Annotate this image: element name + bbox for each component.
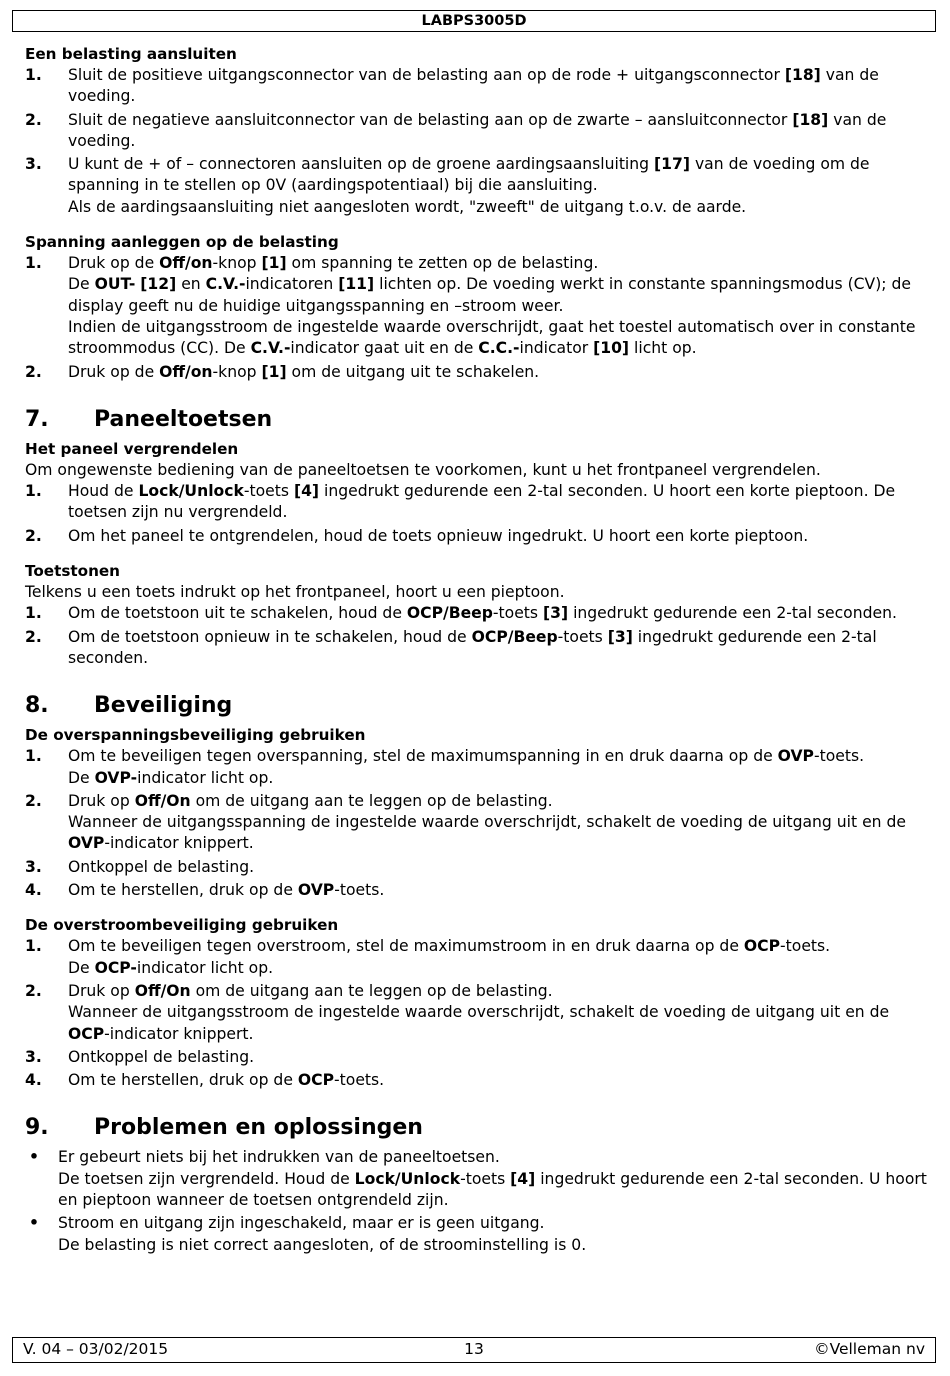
item-number: 4.: [25, 1071, 42, 1090]
list-item: [25, 1213, 930, 1256]
paragraph-beep-intro: Telkens u een toets indrukt op het frontpaneel, hoort u een pieptoon.: [25, 583, 565, 602]
item-number: 2.: [25, 110, 42, 129]
item-ref: [18]: [792, 110, 829, 129]
item-text: Druk op: [68, 981, 135, 1000]
list-connect-load: [25, 65, 930, 218]
item-keyword: Off/On: [134, 981, 191, 1000]
item-keyword: Off/on: [159, 362, 213, 381]
item-text: van de voeding.: [68, 66, 879, 106]
item-text: Druk op de: [68, 254, 160, 273]
item-number: 3.: [25, 1047, 42, 1066]
item-text: Om de toetstoon opnieuw in te schakelen, houd de: [68, 627, 472, 646]
item-text: licht op.: [629, 339, 697, 358]
item-number: 2.: [25, 526, 42, 545]
item-keyword: OCP: [297, 1071, 335, 1090]
item-text: Om te beveiligen tegen overstroom, stel de maximumstroom in en druk daarna op de: [68, 937, 744, 956]
list-item: [25, 362, 930, 383]
bullet-icon: •: [29, 1214, 39, 1233]
section-title-7: [25, 405, 930, 435]
item-text: indicatoren: [245, 275, 339, 294]
item-ref: [18]: [784, 66, 821, 84]
item-ref: [17]: [654, 155, 690, 174]
item-text: -toets.: [814, 747, 865, 766]
item-ref: [3]: [607, 627, 633, 646]
footer-version: V. 04 – 03/02/2015: [23, 1340, 169, 1358]
heading-lock-panel: Het paneel vergrendelen: [25, 439, 239, 458]
item-text: Sluit de negatieve aansluitconnector van de belasting aan op de zwarte – aansluitconnector: [68, 110, 793, 129]
item-text: Stroom en uitgang zijn ingeschakeld, maar er is geen uitgang.: [58, 1214, 545, 1233]
item-text: -toets.: [334, 881, 385, 900]
item-ref: [11]: [338, 275, 375, 294]
list-ocp: [25, 936, 930, 1091]
item-keyword: OUT-: [94, 275, 136, 294]
page-footer: [12, 1337, 936, 1363]
item-keyword: OCP/Beep: [406, 604, 493, 623]
section-title-text: Paneeltoetsen: [94, 406, 273, 432]
item-text: -toets.: [780, 937, 831, 956]
item-text: Druk op: [68, 791, 135, 810]
item-number: 4.: [25, 881, 42, 900]
item-keyword: OCP: [68, 1024, 105, 1043]
item-keyword: OCP-: [94, 958, 137, 977]
footer-copyright: ©Velleman nv: [814, 1340, 925, 1358]
item-text: indicator licht op.: [136, 958, 274, 977]
heading-key-tones: Toetstonen: [25, 562, 120, 581]
item-number: 1.: [25, 604, 42, 623]
list-item: [25, 627, 930, 670]
list-lock-panel: [25, 481, 930, 547]
list-item: [25, 154, 930, 218]
item-text: Er gebeurt niets bij het indrukken van de paneeltoetsen.: [58, 1148, 500, 1167]
item-text: -knop: [212, 362, 262, 381]
item-text: indicator: [519, 339, 594, 358]
item-ref: [1]: [261, 254, 287, 273]
list-item: [25, 857, 930, 878]
list-key-tones: [25, 603, 930, 669]
item-text: -toets: [492, 604, 543, 623]
list-item: [25, 791, 930, 855]
item-text: Sluit de positieve uitgangsconnector van de belasting aan op de rode + uitgangsconnector: [68, 66, 785, 84]
list-apply-voltage: [25, 253, 930, 383]
list-item: [25, 936, 930, 979]
section-number: 7.: [25, 406, 49, 432]
item-text: ingedrukt gedurende een 2-tal seconden.: [68, 627, 877, 667]
item-number: 3.: [25, 857, 42, 876]
item-text: Druk op de: [68, 362, 160, 381]
list-item: [25, 253, 930, 359]
list-item: [25, 481, 930, 524]
item-text: Wanneer de uitgangsstroom de ingestelde waarde overschrijdt, schakelt de voeding de uitgang uit en de: [68, 1003, 890, 1022]
item-text: U kunt de + of – connectoren aansluiten op de groene aardingsaansluiting: [68, 155, 655, 174]
item-text: Om het paneel te ontgrendelen, houd de toets opnieuw ingedrukt. U hoort een korte pieptoon.: [68, 526, 809, 545]
item-number: 1.: [25, 747, 42, 766]
footer-page-number: 13: [464, 1340, 484, 1358]
item-keyword: OVP: [777, 747, 814, 766]
list-ovp: [25, 746, 930, 901]
item-ref: [12]: [140, 275, 177, 294]
item-text: indicator gaat uit en de: [290, 339, 479, 358]
item-text: Om de toetstoon uit te schakelen, houd de: [68, 604, 407, 623]
list-item: [25, 981, 930, 1045]
item-keyword: C.V.-: [205, 275, 246, 294]
item-text: Indien de uitgangsstroom de ingestelde waarde overschrijdt, gaat het toestel automatisch over in constante stroommodus (CC). De: [68, 317, 916, 358]
item-keyword: OVP: [297, 881, 335, 900]
list-item: [25, 110, 930, 153]
item-text: Ontkoppel de belasting.: [68, 1047, 255, 1066]
heading-connect-load: Een belasting aansluiten: [25, 45, 237, 63]
item-text: ingedrukt gedurende een 2-tal seconden.: [568, 604, 897, 623]
item-text: Om te herstellen, druk op de: [68, 881, 298, 900]
item-number: 1.: [25, 482, 42, 501]
section-number: 8.: [25, 693, 49, 719]
item-text: om spanning te zetten op de belasting.: [286, 254, 599, 273]
item-text: om de uitgang aan te leggen op de belasting.: [190, 791, 553, 810]
item-text: De: [68, 958, 95, 977]
item-text: Wanneer de uitgangsspanning de ingestelde waarde overschrijdt, schakelt de voeding de uitgang uit en de: [68, 813, 907, 832]
item-keyword: Off/on: [159, 254, 213, 273]
item-keyword: OVP-: [94, 768, 138, 787]
item-text: van de voeding.: [68, 110, 887, 150]
item-text: lichten op. De voeding werkt in constante spanningsmodus (CV); de display geeft nu de huidige uitgangsspanning en –stroom weer.: [68, 275, 912, 315]
list-item: [25, 603, 930, 624]
item-text: De toetsen zijn vergrendeld. Houd de: [58, 1169, 355, 1188]
item-keyword: C.V.-: [250, 339, 291, 358]
item-text: Om te beveiligen tegen overspanning, stel de maximumspanning in en druk daarna op de: [68, 747, 778, 766]
item-text: -indicator knippert.: [104, 1024, 254, 1043]
item-keyword: OVP: [68, 834, 105, 853]
item-number: 1.: [25, 254, 42, 273]
item-text: De belasting is niet correct aangesloten, of de stroominstelling is 0.: [58, 1235, 587, 1254]
item-keyword: Off/On: [134, 791, 191, 810]
item-ref: [4]: [510, 1169, 536, 1188]
heading-ovp: De overspanningsbeveiliging gebruiken: [25, 726, 366, 745]
list-item: [25, 746, 930, 789]
paragraph-lock-intro: Om ongewenste bediening van de paneeltoetsen te voorkomen, kunt u het frontpaneel vergrendelen.: [25, 460, 821, 479]
item-ref: [4]: [293, 482, 320, 501]
item-text: Houd de: [68, 482, 139, 501]
item-number: 1.: [25, 66, 42, 84]
item-number: 2.: [25, 362, 42, 381]
page-content: [25, 44, 930, 1258]
item-keyword: OCP: [743, 937, 781, 956]
list-item: [25, 65, 930, 108]
heading-apply-voltage: Spanning aanleggen op de belasting: [25, 233, 339, 252]
item-text: De: [68, 768, 95, 787]
heading-ocp: De overstroombeveiliging gebruiken: [25, 916, 339, 935]
item-text: ingedrukt gedurende een 2-tal seconden. U hoort een korte pieptoon. De toetsen zijn nu vergrendeld.: [68, 482, 896, 522]
item-number: 2.: [25, 981, 42, 1000]
section-title-text: Problemen en oplossingen: [94, 1115, 423, 1141]
item-text: Als de aardingsaansluiting niet aangesloten wordt, "zweeft" de uitgang t.o.v. de aarde.: [68, 197, 747, 216]
list-item: [25, 1070, 930, 1091]
item-keyword: Lock/Unlock: [354, 1169, 461, 1188]
item-number: 3.: [25, 155, 42, 174]
item-text: -indicator knippert.: [104, 834, 254, 853]
item-text: indicator licht op.: [137, 768, 274, 787]
list-item: [25, 1047, 930, 1068]
item-text: Ontkoppel de belasting.: [68, 857, 255, 876]
item-keyword: OCP/Beep: [471, 627, 558, 646]
item-text: ingedrukt gedurende een 2-tal seconden. U hoort en pieptoon wanneer de toetsen ontgrendeld zijn.: [58, 1169, 927, 1209]
list-item: [25, 880, 930, 901]
item-number: 2.: [25, 791, 42, 810]
list-item: [25, 1147, 930, 1211]
item-keyword: Lock/Unlock: [138, 482, 244, 501]
item-text: -toets: [460, 1169, 511, 1188]
section-title-text: Beveiliging: [94, 693, 233, 719]
section-title-8: [25, 691, 930, 721]
item-text: De: [68, 275, 95, 294]
page-header: [12, 10, 936, 32]
section-title-9: [25, 1113, 930, 1143]
item-text: Om te herstellen, druk op de: [68, 1071, 298, 1090]
item-ref: [3]: [543, 604, 569, 623]
bullet-icon: •: [29, 1148, 39, 1167]
item-text: -toets: [557, 627, 608, 646]
item-ref: [10]: [593, 339, 630, 358]
item-ref: [1]: [261, 362, 287, 381]
item-text: -toets: [243, 482, 294, 501]
item-text: van de voeding om de spanning in te stellen op 0V (aardingspotentiaal) bij die aansluiting.: [68, 155, 870, 195]
item-text: om de uitgang aan te leggen op de belasting.: [190, 981, 553, 1000]
document-title: LABPS3005D: [421, 13, 527, 29]
list-troubleshooting: [25, 1147, 930, 1255]
item-text: om de uitgang uit te schakelen.: [286, 362, 540, 381]
item-keyword: C.C.-: [478, 339, 520, 358]
item-number: 1.: [25, 937, 42, 956]
section-number: 9.: [25, 1115, 49, 1141]
item-text: en: [176, 275, 206, 294]
item-number: 2.: [25, 627, 42, 646]
list-item: [25, 526, 930, 547]
item-text: -knop: [212, 254, 262, 273]
item-text: -toets.: [334, 1071, 385, 1090]
